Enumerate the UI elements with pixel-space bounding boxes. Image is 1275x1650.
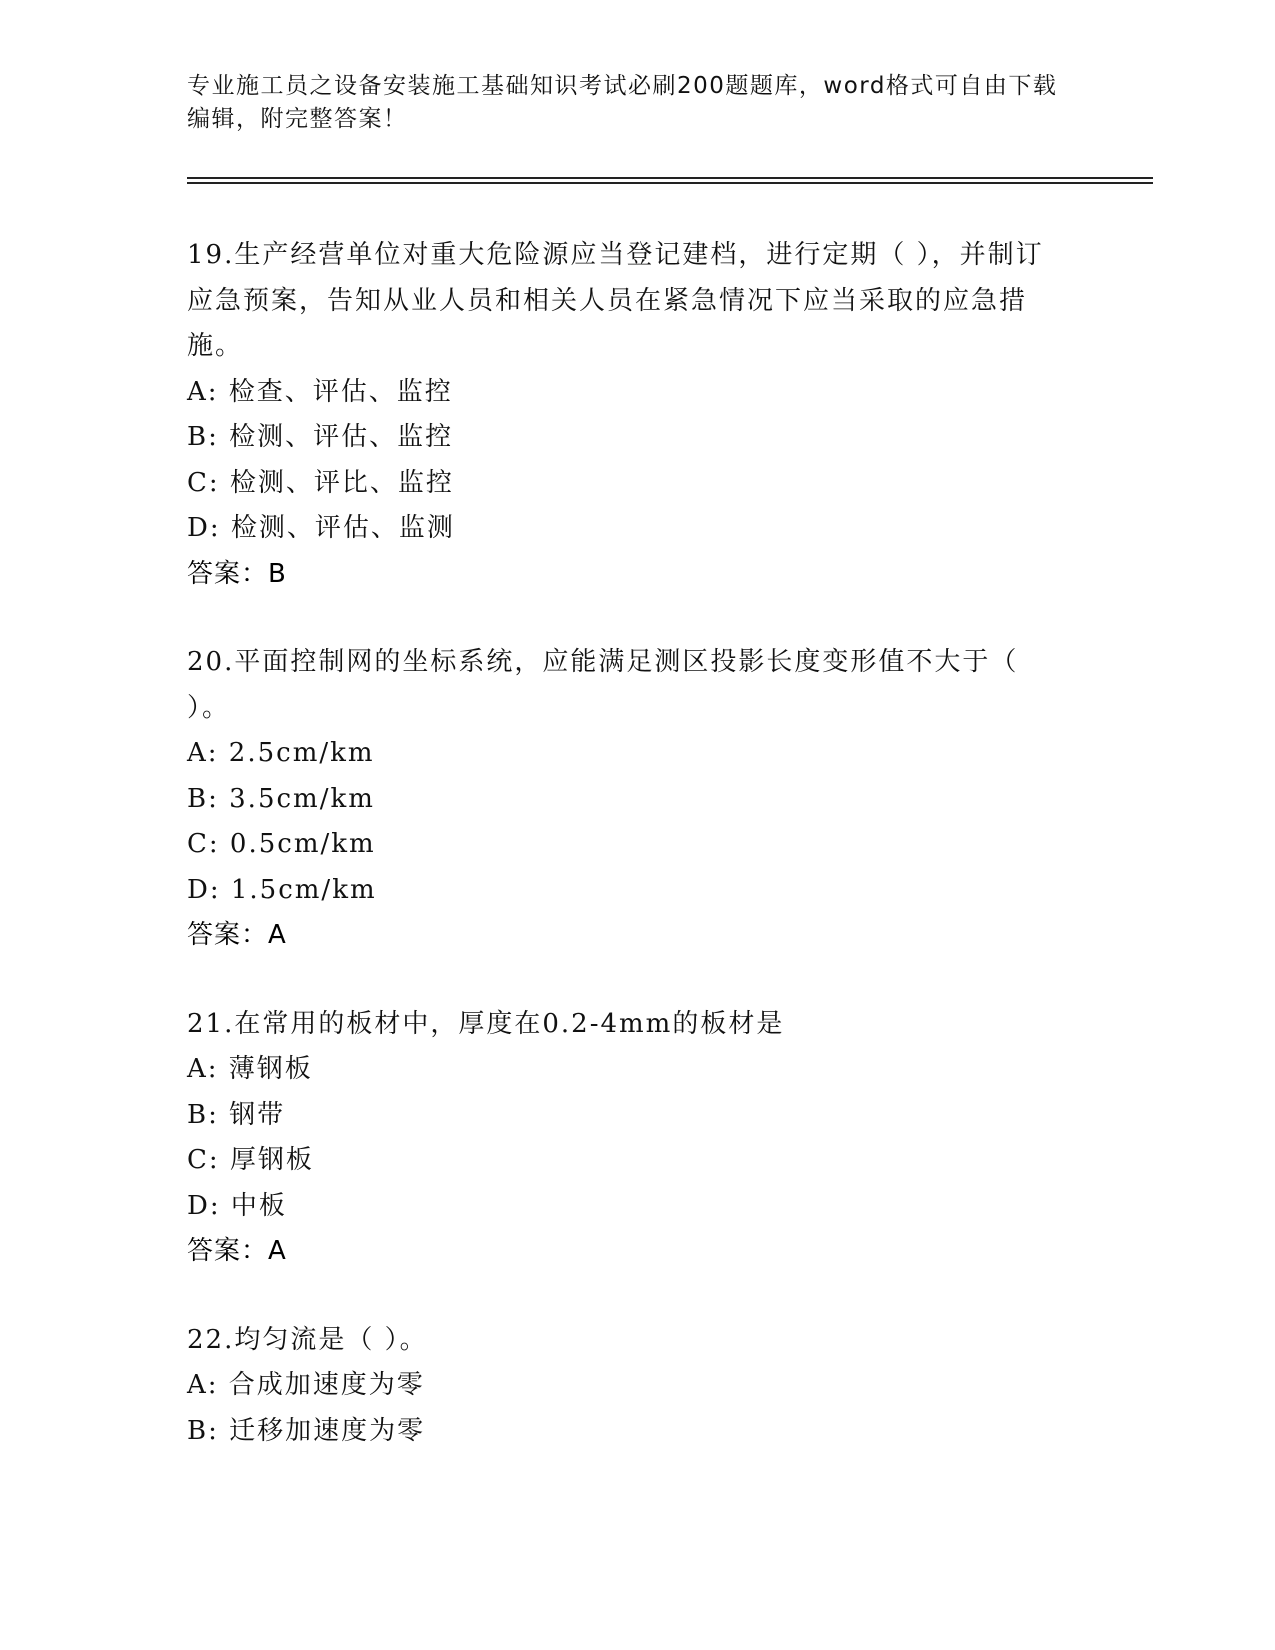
question-stem: 20.平面控制网的坐标系统，应能满足测区投影长度变形值不大于（ ）。 [187, 647, 1019, 723]
question-19 [187, 233, 1067, 597]
option-b: B: 迁移加速度为零 [187, 1415, 426, 1446]
option-d: D: 1.5cm/km [187, 874, 377, 905]
question-20 [187, 640, 1067, 959]
option-a: A: 检查、评估、监控 [187, 376, 453, 407]
option-b: B: 检测、评估、监控 [187, 422, 454, 452]
answer: 答案：A [187, 920, 287, 950]
option-b: B: 3.5cm/km [187, 783, 375, 814]
option-c: C: 检测、评比、监控 [187, 467, 454, 498]
option-c: C: 厚钢板 [187, 1145, 314, 1175]
option-d: D: 检测、评估、监测 [187, 513, 455, 543]
question-list [187, 233, 1067, 1497]
question-stem: 21.在常用的板材中，厚度在0.2-4mm的板材是 [187, 1008, 785, 1039]
answer: 答案：B [187, 558, 287, 589]
question-stem: 19.生产经营单位对重大危险源应当登记建档，进行定期（ ），并制订应急预案，告知从业人员和相关人员在紧急情况下应当采取的应急措施。 [187, 240, 1044, 361]
header-rule-top [187, 177, 1153, 179]
option-c: C: 0.5cm/km [187, 829, 376, 859]
question-21 [187, 1002, 1067, 1275]
option-b: B: 钢带 [187, 1099, 286, 1130]
question-stem: 22.均匀流是（ ）。 [187, 1324, 428, 1355]
answer: 答案：A [187, 1236, 287, 1266]
option-a: A: 合成加速度为零 [187, 1370, 425, 1400]
question-22 [187, 1318, 1067, 1455]
option-a: A: 2.5cm/km [187, 738, 375, 768]
header-title: 专业施工员之设备安装施工基础知识考试必刷200题题库，word格式可自由下载编辑，附完整答案！ [187, 73, 1058, 132]
document-header [187, 70, 1067, 136]
header-rule-bottom [187, 182, 1153, 184]
option-a: A: 薄钢板 [187, 1054, 313, 1084]
option-d: D: 中板 [187, 1190, 287, 1221]
